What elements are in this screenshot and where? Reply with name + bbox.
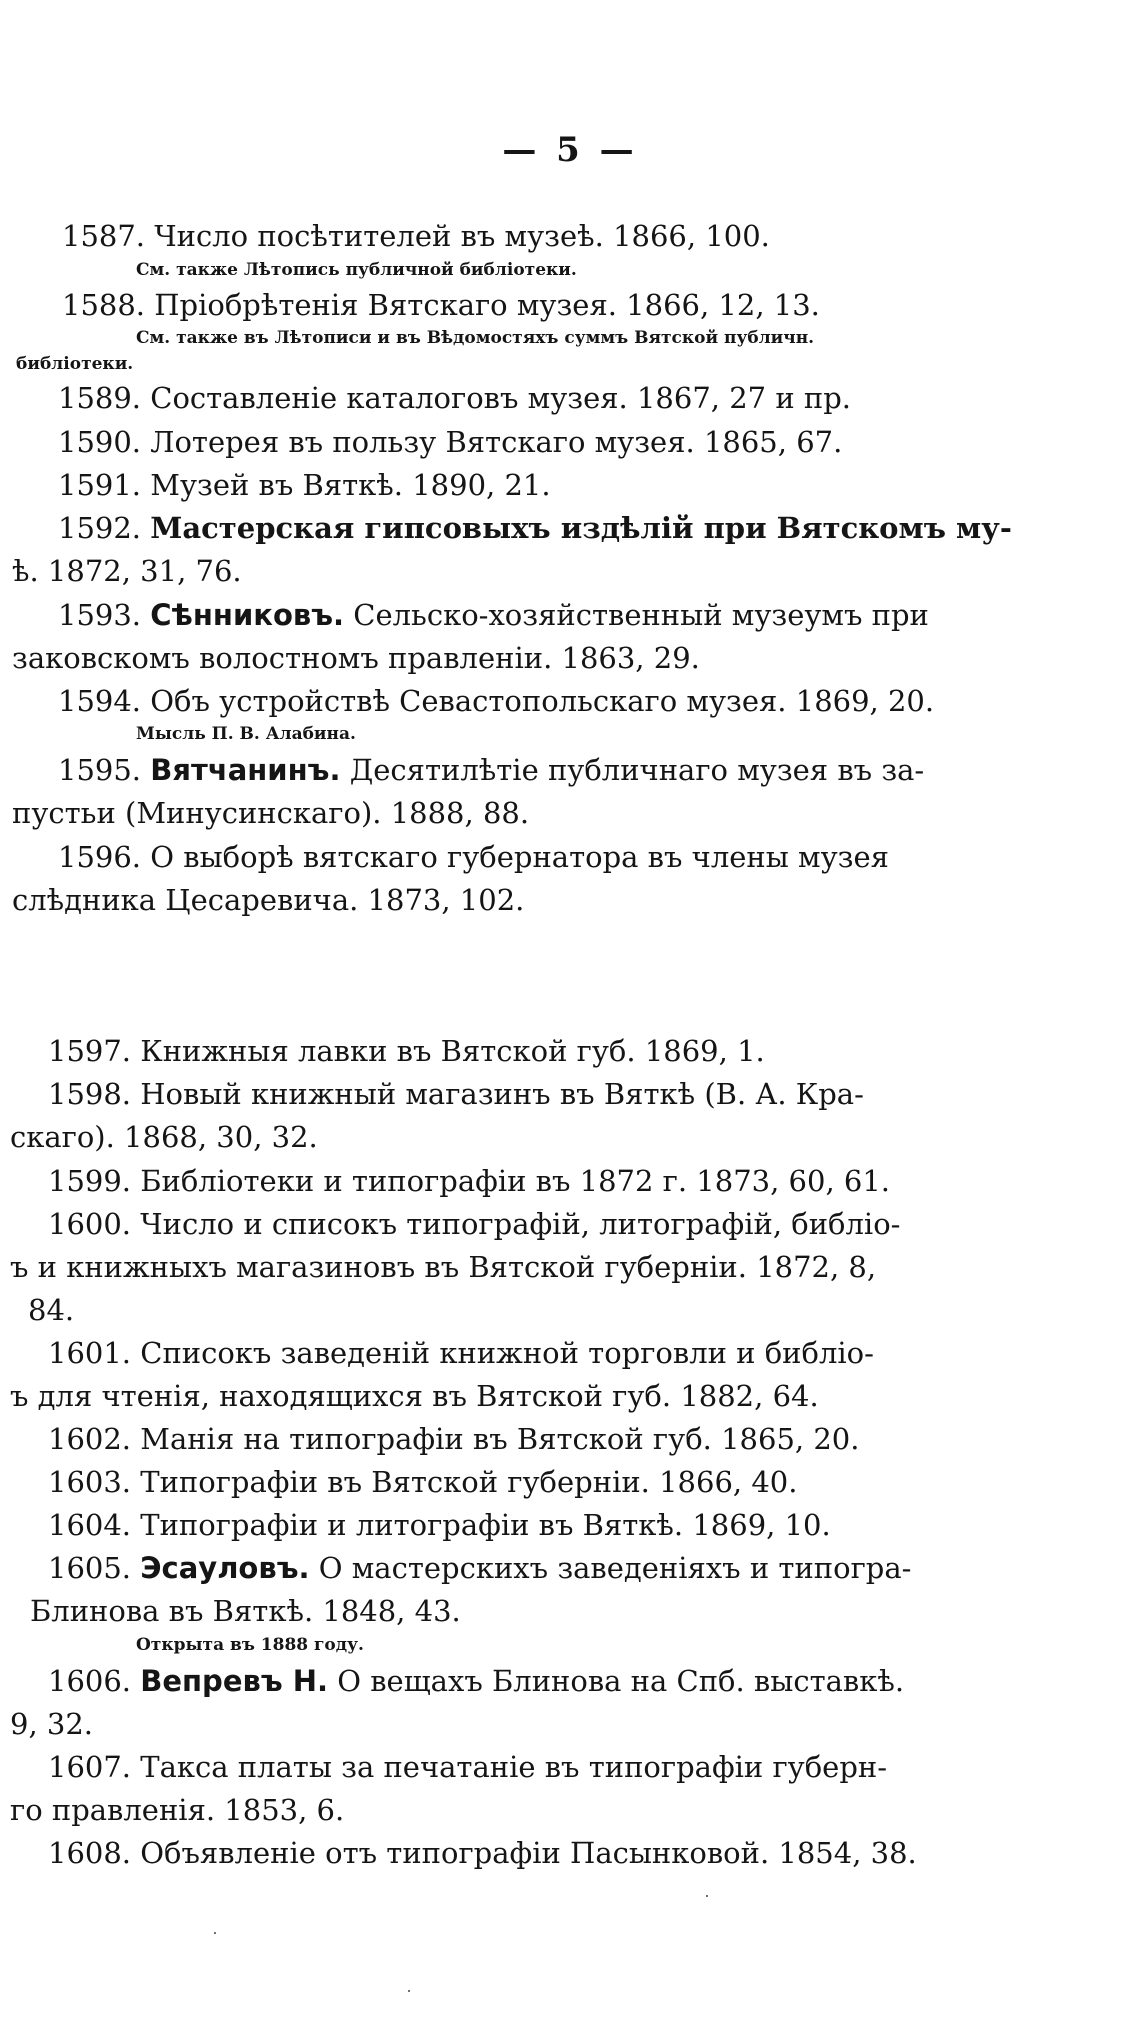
entry-number: 1597.	[48, 1034, 132, 1068]
entry-text: Объявленіе отъ типографіи Пасынковой. 1854, 38.	[140, 1836, 917, 1870]
entry-number: 1593.	[58, 598, 142, 632]
entry-1601-cont: ъ для чтенія, находящихся въ Вятской губ. 1882, 64.	[10, 1379, 819, 1413]
entry-number: 1603.	[48, 1465, 132, 1499]
entry-number: 1594.	[58, 684, 142, 718]
entry-1598	[48, 1077, 864, 1111]
entry-number: 1590.	[58, 425, 142, 459]
entry-author: Вятчанинъ.	[150, 753, 341, 787]
entry-1600-cont: ъ и книжныхъ магазиновъ въ Вятской губерніи. 1872, 8,	[10, 1250, 877, 1284]
entry-number: 1601.	[48, 1336, 132, 1370]
entry-number: 1587.	[62, 219, 146, 253]
entry-number: 1598.	[48, 1077, 132, 1111]
entry-text: О вещахъ Блинова на Спб. выставкѣ.	[337, 1664, 905, 1698]
entry-1601	[48, 1336, 874, 1370]
entry-1605-note: Открыта въ 1888 году.	[136, 1635, 364, 1655]
entry-number: 1592.	[58, 511, 142, 545]
entry-1605	[48, 1551, 912, 1585]
entry-text: Объ устройствѣ Севастопольскаго музея. 1869, 20.	[150, 684, 935, 718]
entry-number: 1606.	[48, 1664, 132, 1698]
entry-text: Мастерская гипсовыхъ издѣлій при Вятскомъ му-	[150, 511, 1012, 545]
entry-1600-cont2: 84.	[28, 1293, 75, 1327]
entry-1594	[58, 684, 935, 718]
entry-1596	[58, 840, 889, 874]
entry-1594-note: Мысль П. В. Алабина.	[136, 724, 356, 744]
entry-1593	[58, 598, 929, 632]
entry-text: О выборѣ вятскаго губернатора въ члены музея	[150, 840, 889, 874]
entry-1589	[58, 381, 851, 415]
entry-text: Книжныя лавки въ Вятской губ. 1869, 1.	[140, 1034, 765, 1068]
entry-1587-note: См. также Лѣтопись публичной библіотеки.	[136, 260, 577, 280]
entry-text: Пріобрѣтенія Вятскаго музея. 1866, 12, 13.	[154, 288, 820, 322]
entry-number: 1600.	[48, 1207, 132, 1241]
entry-text: Библіотеки и типографіи въ 1872 г. 1873, 60, 61.	[140, 1164, 891, 1198]
entry-1595	[58, 753, 925, 787]
entry-1606-cont: 9, 32.	[10, 1707, 94, 1741]
entry-number: 1591.	[58, 468, 142, 502]
entry-number: 1599.	[48, 1164, 132, 1198]
entry-text: Музей въ Вяткѣ. 1890, 21.	[150, 468, 551, 502]
page-number: — 5 —	[502, 130, 638, 170]
entry-author: Сѣнниковъ.	[150, 598, 345, 632]
entry-1597	[48, 1034, 765, 1068]
entry-1595-cont: пустьи (Минусинскаго). 1888, 88.	[12, 796, 530, 830]
entry-text: Типографіи въ Вятской губерніи. 1866, 40.	[140, 1465, 798, 1499]
entry-1604	[48, 1508, 831, 1542]
entry-author: Вепревъ Н.	[140, 1664, 329, 1698]
entry-1602	[48, 1422, 860, 1456]
entry-number: 1596.	[58, 840, 142, 874]
entry-number: 1607.	[48, 1750, 132, 1784]
entry-text: Число посѣтителей въ музеѣ. 1866, 100.	[154, 219, 770, 253]
entry-1592-cont: ѣ. 1872, 31, 76.	[12, 554, 242, 588]
entry-number: 1604.	[48, 1508, 132, 1542]
scan-speck	[706, 1895, 708, 1897]
entry-1591	[58, 468, 551, 502]
entry-1588-note: См. также въ Лѣтописи и въ Вѣдомостяхъ суммъ Вятской публичн.	[136, 328, 815, 348]
entry-number: 1595.	[58, 753, 142, 787]
entry-text: Составленіе каталоговъ музея. 1867, 27 и пр.	[150, 381, 851, 415]
entry-1596-cont: слѣдника Цесаревича. 1873, 102.	[12, 883, 525, 917]
entry-1593-cont: заковскомъ волостномъ правленіи. 1863, 29.	[12, 641, 700, 675]
entry-text: Типографіи и литографіи въ Вяткѣ. 1869, 10.	[140, 1508, 831, 1542]
entry-1587	[62, 219, 770, 253]
entry-author: Эсауловъ.	[140, 1551, 310, 1585]
entry-1603	[48, 1465, 798, 1499]
entry-1600	[48, 1207, 901, 1241]
scan-speck	[408, 1990, 410, 1992]
entry-1590	[58, 425, 843, 459]
entry-text: Новый книжный магазинъ въ Вяткѣ (В. А. Кра-	[140, 1077, 864, 1111]
entry-1588-note-cont: библіотеки.	[16, 354, 134, 374]
entry-text: О мастерскихъ заведеніяхъ и типогра-	[318, 1551, 912, 1585]
entry-1599	[48, 1164, 891, 1198]
entry-number: 1602.	[48, 1422, 132, 1456]
entry-number: 1605.	[48, 1551, 132, 1585]
entry-1598-cont: скаго). 1868, 30, 32.	[10, 1120, 318, 1154]
entry-number: 1588.	[62, 288, 146, 322]
entry-1606	[48, 1664, 905, 1698]
scan-speck	[214, 1932, 216, 1934]
entry-number: 1608.	[48, 1836, 132, 1870]
entry-1588	[62, 288, 820, 322]
entry-1607	[48, 1750, 888, 1784]
entry-text: Десятилѣтіе публичнаго музея въ за-	[349, 753, 925, 787]
entry-text: Списокъ заведеній книжной торговли и библіо-	[140, 1336, 874, 1370]
entry-text: Сельско-хозяйственный музеумъ при	[353, 598, 929, 632]
entry-1608	[48, 1836, 917, 1870]
entry-text: Число и списокъ типографій, литографій, библіо-	[140, 1207, 901, 1241]
entry-text: Лотерея въ пользу Вятскаго музея. 1865, 67.	[150, 425, 843, 459]
entry-number: 1589.	[58, 381, 142, 415]
entry-text: Манія на типографіи въ Вятской губ. 1865, 20.	[140, 1422, 860, 1456]
entry-text: Такса платы за печатаніе въ типографіи губерн-	[140, 1750, 888, 1784]
entry-1607-cont: го правленія. 1853, 6.	[10, 1793, 345, 1827]
entry-1605-cont: Блинова въ Вяткѣ. 1848, 43.	[30, 1594, 461, 1628]
entry-1592	[58, 511, 1012, 545]
